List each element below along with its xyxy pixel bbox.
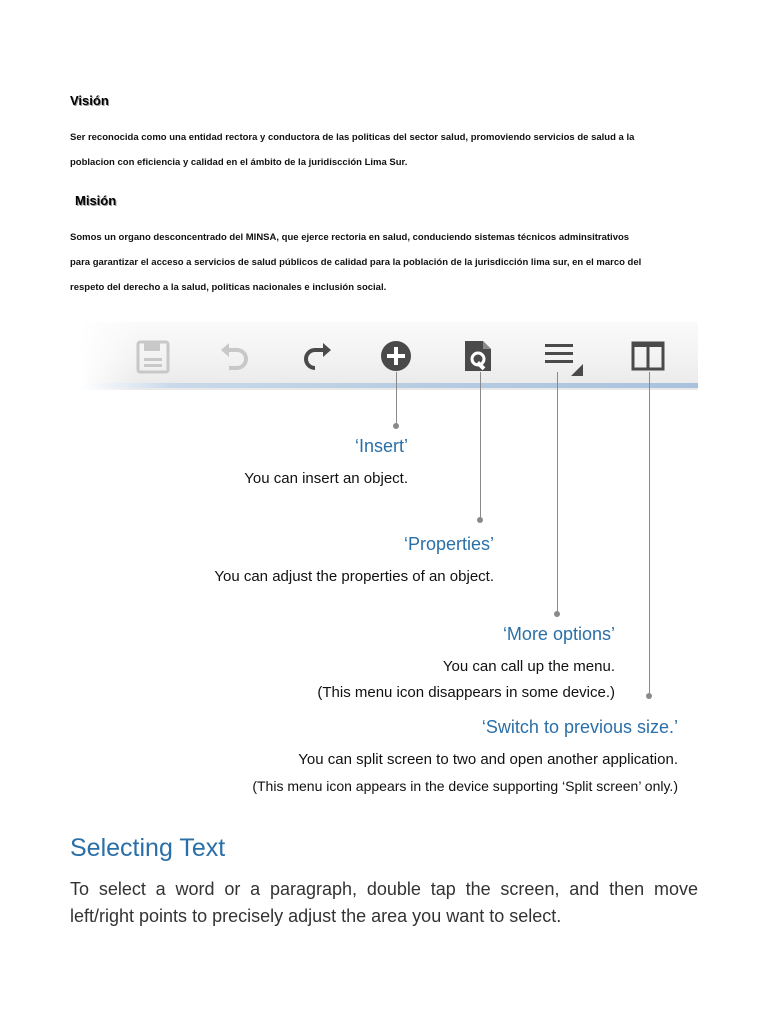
properties-icon[interactable] [458, 336, 498, 376]
vision-line-2: poblacion con eficiencia y calidad en el ámbito de la juridiscción Lima Sur. [70, 157, 408, 168]
vision-heading: Visión [70, 93, 109, 108]
insert-icon[interactable] [376, 336, 416, 376]
mission-line-1: Somos un organo desconcentrado del MINSA, que ejerce rectoria en salud, conduciendo sistemas técnicos adminsitrativos [70, 232, 630, 243]
switch-size-callout-dot [646, 693, 652, 699]
more-options-callout-line [557, 372, 558, 614]
more-options-callout-dot [554, 611, 560, 617]
properties-callout-line [480, 372, 481, 520]
selecting-text-title: Selecting Text [70, 834, 226, 862]
mission-line-2: para garantizar el acceso a servicios de salud públicos de calidad para la población de la jurisdicción lima sur, en el marco del [70, 257, 642, 268]
more-options-icon[interactable] [541, 336, 581, 376]
vision-line-1: Ser reconocida como una entidad rectora y conductora de las politicas del sector salud, promoviendo servicios de salud a la [70, 132, 635, 143]
toolbar-fade [80, 322, 140, 390]
switch-size-callout-line [649, 372, 650, 696]
split-screen-icon[interactable] [628, 336, 668, 376]
more-options-note: (This menu icon disappears in some device.) [317, 684, 615, 701]
insert-desc: You can insert an object. [244, 470, 408, 487]
save-icon[interactable] [133, 336, 173, 376]
properties-callout-dot [477, 517, 483, 523]
switch-size-title: ‘Switch to previous size.’ [481, 717, 678, 737]
switch-size-note: (This menu icon appears in the device supporting ‘Split screen’ only.) [252, 778, 678, 794]
more-options-title: ‘More options’ [502, 624, 615, 644]
insert-title: ‘Insert’ [354, 436, 408, 456]
mission-line-3: respeto del derecho a la salud, politicas nacionales e inclusión social. [70, 282, 387, 293]
more-options-desc: You can call up the menu. [442, 658, 615, 675]
insert-callout-line [396, 372, 397, 426]
properties-desc: You can adjust the properties of an object. [214, 568, 494, 585]
redo-icon[interactable] [297, 336, 337, 376]
mission-text [70, 225, 641, 300]
selecting-text-body: To select a word or a paragraph, double tap the screen, and then move left/right points to precisely adjust the area you want to select. [70, 879, 698, 926]
vision-text [70, 125, 634, 175]
mission-heading: Misión [75, 193, 117, 208]
insert-callout-dot [393, 423, 399, 429]
toolbar-highlight-line [80, 383, 698, 388]
switch-size-desc: You can split screen to two and open another application. [298, 751, 678, 768]
undo-icon[interactable] [215, 336, 255, 376]
properties-title: ‘Properties’ [403, 534, 494, 554]
